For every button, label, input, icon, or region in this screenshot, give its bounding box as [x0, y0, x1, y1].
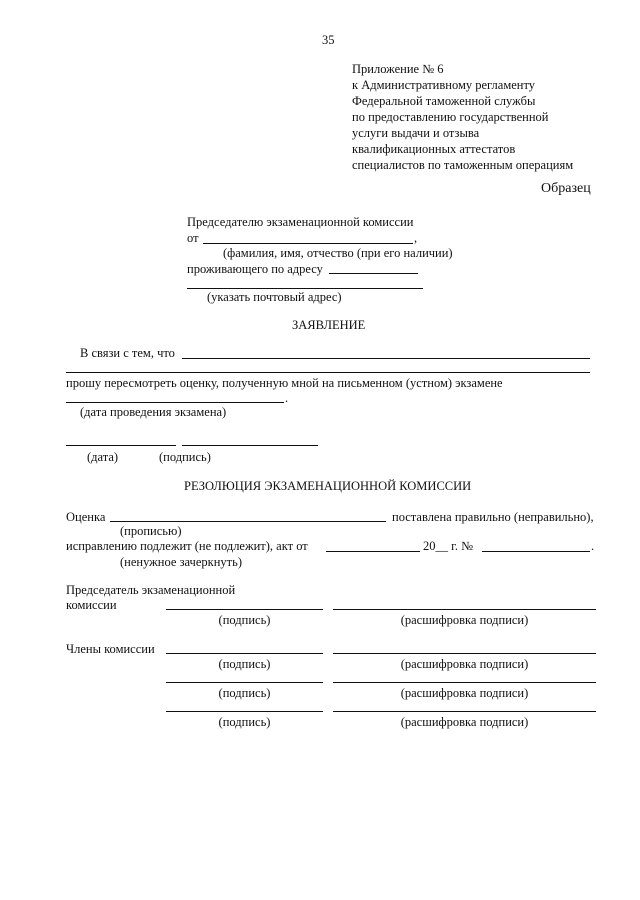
- request-text: прошу пересмотреть оценку, полученную мной на письменном (устном) экзамене: [66, 376, 503, 390]
- exam-date-hint: (дата проведения экзамена): [80, 405, 227, 419]
- chair-decode-hint: (расшифровка подписи): [400, 613, 529, 627]
- strike-hint: (ненужное зачеркнуть): [120, 555, 242, 569]
- chair-signature-line[interactable]: [166, 609, 323, 610]
- member-decode-line[interactable]: [333, 711, 596, 712]
- date-line[interactable]: [66, 445, 176, 446]
- addressee-to: Председателю экзаменационной комиссии: [187, 215, 414, 229]
- from-name-line[interactable]: [203, 243, 413, 244]
- member-decode-hint: (расшифровка подписи): [400, 657, 529, 671]
- member-decode-hint: (расшифровка подписи): [400, 715, 529, 729]
- chair-signature-hint: (подпись): [218, 613, 271, 627]
- document-title: ЗАЯВЛЕНИЕ: [292, 318, 366, 332]
- signature-hint: (подпись): [159, 450, 211, 464]
- name-hint: (фамилия, имя, отчество (при его наличии): [223, 246, 453, 260]
- chair-decode-line[interactable]: [333, 609, 596, 610]
- reason-line-2[interactable]: [66, 372, 590, 373]
- correction-text: исправлению подлежит (не подлежит), акт от: [66, 539, 308, 553]
- appendix-line: Федеральной таможенной службы: [352, 94, 536, 108]
- member-signature-line[interactable]: [166, 711, 323, 712]
- reason-line-1[interactable]: [182, 358, 590, 359]
- member-decode-line[interactable]: [333, 653, 596, 654]
- appendix-line: услуги выдачи и отзыва: [352, 126, 480, 140]
- appendix-line: специалистов по таможенным операциям: [352, 158, 574, 172]
- member-signature-line[interactable]: [166, 682, 323, 683]
- address-hint: (указать почтовый адрес): [207, 290, 342, 304]
- appendix-line: к Административному регламенту: [352, 78, 536, 92]
- members-label: Члены комиссии: [66, 642, 155, 656]
- resolution-title: РЕЗОЛЮЦИЯ ЭКЗАМЕНАЦИОННОЙ КОМИССИИ: [184, 479, 472, 493]
- address-line-1[interactable]: [329, 273, 418, 274]
- exam-date-line[interactable]: [66, 402, 284, 403]
- member-decode-hint: (расшифровка подписи): [400, 686, 529, 700]
- act-date-line[interactable]: [326, 551, 420, 552]
- member-signature-line[interactable]: [166, 653, 323, 654]
- reason-label: В связи с тем, что: [80, 346, 175, 360]
- sample-label: Образец: [541, 181, 591, 196]
- member-signature-hint: (подпись): [218, 715, 271, 729]
- grade-label: Оценка: [66, 510, 106, 524]
- year-text: 20__ г. №: [423, 539, 474, 553]
- chair-label-2: комиссии: [66, 598, 117, 612]
- act-number-line[interactable]: [482, 551, 590, 552]
- appendix-line: по предоставлению государственной: [352, 110, 549, 124]
- grade-suffix: поставлена правильно (неправильно),: [392, 510, 594, 524]
- member-signature-hint: (подпись): [218, 686, 271, 700]
- residing-label: проживающего по адресу: [187, 262, 323, 276]
- act-end-dot: .: [591, 539, 595, 553]
- chair-label-1: Председатель экзаменационной: [66, 583, 236, 597]
- signature-line[interactable]: [182, 445, 318, 446]
- appendix-line: квалификационных аттестатов: [352, 142, 516, 156]
- date-hint: (дата): [87, 450, 119, 464]
- page-number: 35: [322, 33, 335, 47]
- member-decode-line[interactable]: [333, 682, 596, 683]
- appendix-line: Приложение № 6: [352, 62, 444, 76]
- grade-line[interactable]: [110, 521, 386, 522]
- from-label: от: [187, 231, 199, 245]
- exam-date-dot: .: [285, 391, 289, 405]
- member-signature-hint: (подпись): [218, 657, 271, 671]
- in-words-hint: (прописью): [120, 524, 182, 538]
- address-line-2[interactable]: [187, 288, 423, 289]
- from-comma: ,: [414, 231, 418, 245]
